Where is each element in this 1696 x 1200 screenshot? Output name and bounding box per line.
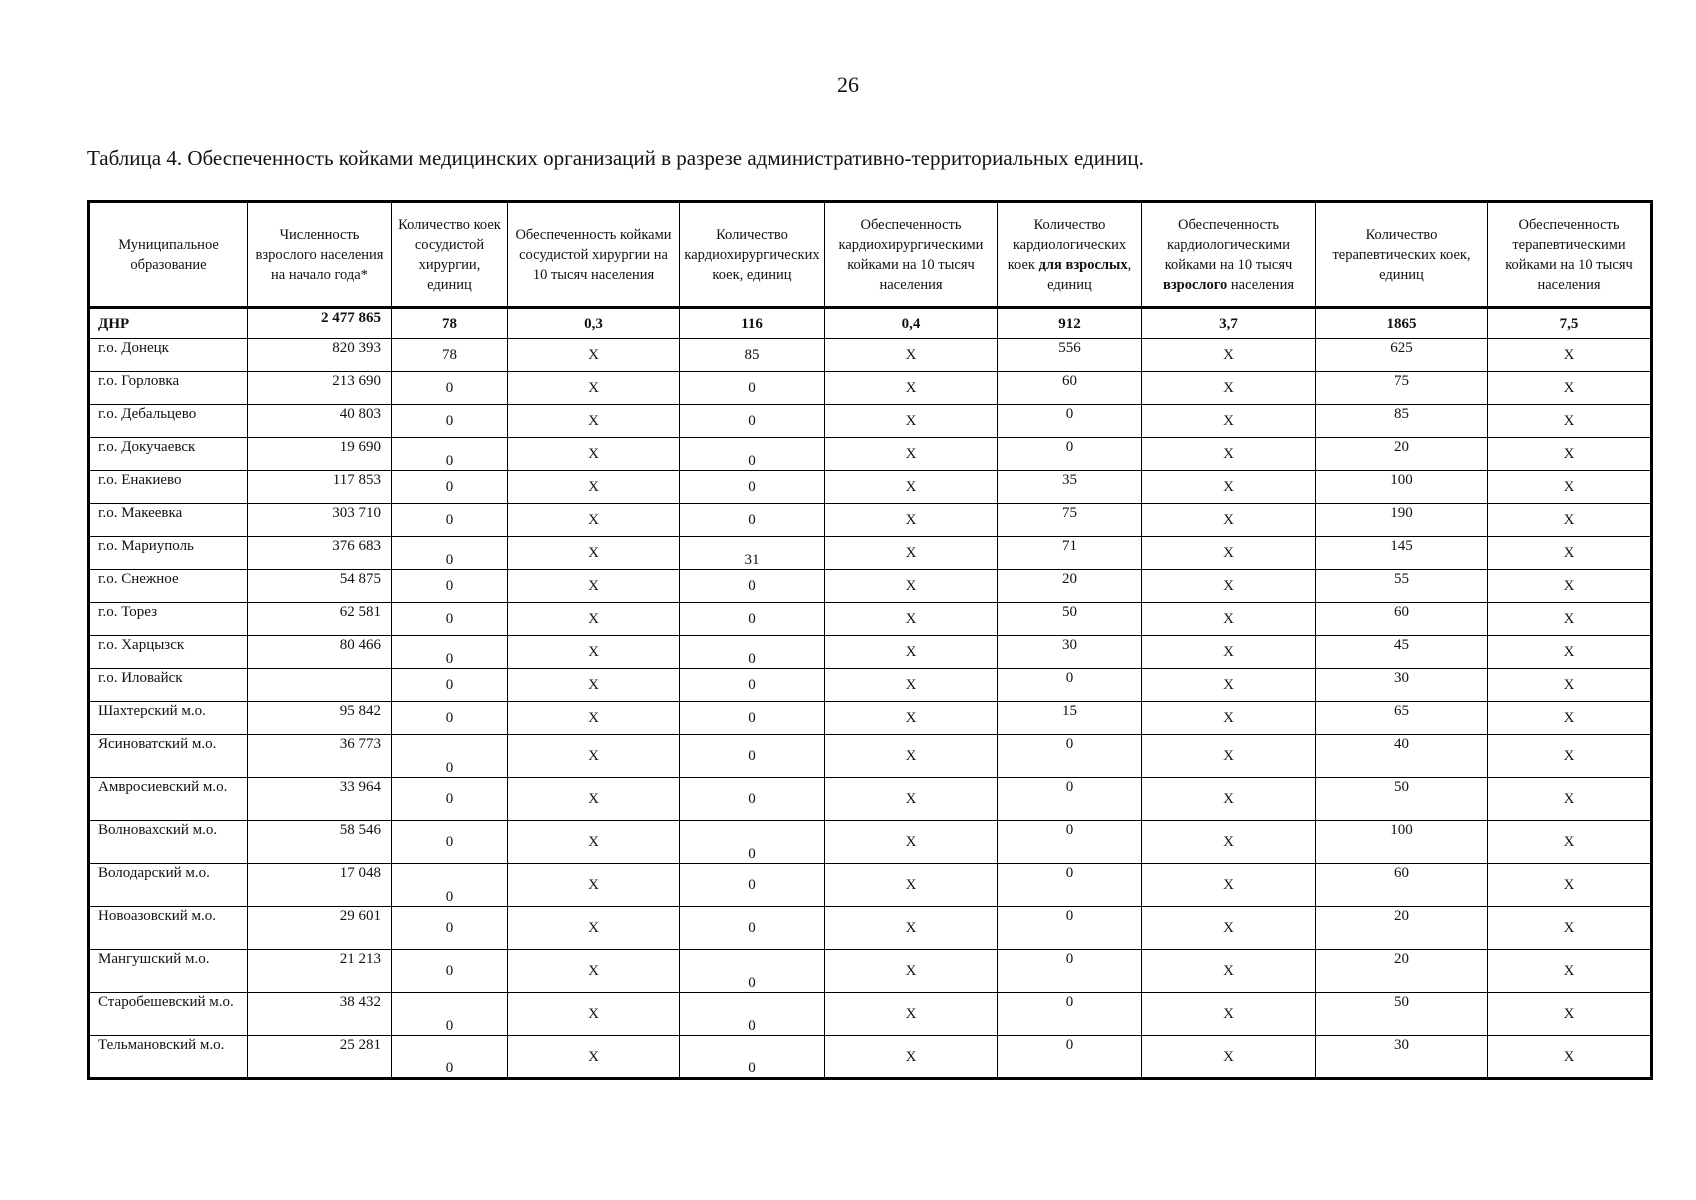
cell-value: 556 bbox=[998, 339, 1142, 372]
cell-value: X bbox=[508, 950, 680, 993]
cell-value: 0 bbox=[998, 735, 1142, 778]
cell-value: X bbox=[508, 471, 680, 504]
cell-value: X bbox=[825, 993, 998, 1036]
cell-value: X bbox=[508, 438, 680, 471]
total-row bbox=[89, 308, 1652, 339]
cell-population: 19 690 bbox=[248, 438, 392, 471]
column-header: Обеспеченность кардиологическими койками на 10 тысяч взрослого населения bbox=[1142, 202, 1316, 308]
cell-value: X bbox=[825, 636, 998, 669]
cell-value: X bbox=[1142, 603, 1316, 636]
column-header: Количество коек сосудистой хирургии, единиц bbox=[392, 202, 508, 308]
cell-value: X bbox=[825, 907, 998, 950]
cell-value: 0 bbox=[680, 864, 825, 907]
cell-value: 0 bbox=[392, 471, 508, 504]
cell-value: 0 bbox=[998, 438, 1142, 471]
cell-value: X bbox=[825, 570, 998, 603]
cell-value: 75 bbox=[1316, 372, 1488, 405]
cell-value: 0 bbox=[680, 636, 825, 669]
cell-population: 33 964 bbox=[248, 778, 392, 821]
cell-value: 0 bbox=[680, 372, 825, 405]
table-row bbox=[89, 339, 1652, 372]
column-header: Численность взрослого населения на начало года* bbox=[248, 202, 392, 308]
cell-value: X bbox=[825, 778, 998, 821]
cell-value: 0 bbox=[392, 372, 508, 405]
cell-municipality: Мангушский м.о. bbox=[89, 950, 248, 993]
cell-value: X bbox=[1142, 504, 1316, 537]
cell-municipality: г.о. Горловка bbox=[89, 372, 248, 405]
cell-value: 0 bbox=[392, 438, 508, 471]
cell-value: X bbox=[1488, 504, 1652, 537]
cell-value: 0 bbox=[392, 669, 508, 702]
cell-municipality: г.о. Торез bbox=[89, 603, 248, 636]
cell-value: X bbox=[508, 339, 680, 372]
cell-value: 40 bbox=[1316, 735, 1488, 778]
cell-value: X bbox=[1142, 372, 1316, 405]
cell-population: 303 710 bbox=[248, 504, 392, 537]
cell-value: X bbox=[1488, 950, 1652, 993]
cell-value: 0 bbox=[680, 471, 825, 504]
cell-value: 20 bbox=[1316, 950, 1488, 993]
beds-table bbox=[87, 200, 1653, 1080]
cell-value: X bbox=[1488, 864, 1652, 907]
cell-value: 116 bbox=[680, 308, 825, 339]
cell-value: 0 bbox=[998, 778, 1142, 821]
cell-value: 65 bbox=[1316, 702, 1488, 735]
cell-value: 145 bbox=[1316, 537, 1488, 570]
cell-population: 117 853 bbox=[248, 471, 392, 504]
cell-value: 0 bbox=[680, 702, 825, 735]
cell-value: X bbox=[1142, 471, 1316, 504]
cell-value: 0 bbox=[392, 864, 508, 907]
cell-municipality: г.о. Мариуполь bbox=[89, 537, 248, 570]
cell-municipality: г.о. Дебальцево bbox=[89, 405, 248, 438]
cell-value: X bbox=[1142, 907, 1316, 950]
table-row bbox=[89, 702, 1652, 735]
cell-value: X bbox=[825, 504, 998, 537]
cell-value: X bbox=[1142, 537, 1316, 570]
cell-value: X bbox=[825, 735, 998, 778]
cell-value: X bbox=[825, 438, 998, 471]
table-row bbox=[89, 669, 1652, 702]
cell-value: 0 bbox=[392, 537, 508, 570]
cell-value: 0 bbox=[392, 821, 508, 864]
cell-population: 95 842 bbox=[248, 702, 392, 735]
table-row bbox=[89, 778, 1652, 821]
cell-value: 0 bbox=[680, 603, 825, 636]
cell-value: X bbox=[825, 950, 998, 993]
cell-value: 0 bbox=[998, 405, 1142, 438]
cell-value: X bbox=[1488, 636, 1652, 669]
cell-value: 20 bbox=[998, 570, 1142, 603]
cell-value: 7,5 bbox=[1488, 308, 1652, 339]
cell-value: 30 bbox=[1316, 1036, 1488, 1079]
cell-value: X bbox=[508, 372, 680, 405]
table-caption: Таблица 4. Обеспеченность койками медицинских организаций в разрезе административно-территориальных единиц. bbox=[87, 146, 1144, 170]
table-row bbox=[89, 471, 1652, 504]
cell-value: 15 bbox=[998, 702, 1142, 735]
cell-value: 50 bbox=[998, 603, 1142, 636]
cell-value: 3,7 bbox=[1142, 308, 1316, 339]
table-row bbox=[89, 1036, 1652, 1079]
cell-municipality: Шахтерский м.о. bbox=[89, 702, 248, 735]
cell-value: X bbox=[1488, 603, 1652, 636]
cell-value: 0 bbox=[392, 603, 508, 636]
cell-value: 0 bbox=[998, 993, 1142, 1036]
cell-value: 0 bbox=[392, 1036, 508, 1079]
cell-value: X bbox=[1142, 438, 1316, 471]
cell-municipality: Новоазовский м.о. bbox=[89, 907, 248, 950]
cell-value: 0 bbox=[392, 636, 508, 669]
cell-value: X bbox=[1488, 907, 1652, 950]
cell-value: 0 bbox=[998, 821, 1142, 864]
cell-value: 0 bbox=[680, 735, 825, 778]
table-header-row bbox=[89, 202, 1652, 308]
cell-value: X bbox=[508, 570, 680, 603]
cell-value: 0 bbox=[680, 950, 825, 993]
cell-value: 100 bbox=[1316, 471, 1488, 504]
cell-value: 60 bbox=[1316, 603, 1488, 636]
cell-value: 625 bbox=[1316, 339, 1488, 372]
cell-population: 80 466 bbox=[248, 636, 392, 669]
table-row bbox=[89, 821, 1652, 864]
column-header: Муниципальное образование bbox=[89, 202, 248, 308]
cell-value: X bbox=[1488, 993, 1652, 1036]
table-row bbox=[89, 372, 1652, 405]
cell-value: 30 bbox=[1316, 669, 1488, 702]
cell-value: X bbox=[1142, 821, 1316, 864]
cell-value: 0 bbox=[998, 1036, 1142, 1079]
cell-value: 190 bbox=[1316, 504, 1488, 537]
cell-value: X bbox=[508, 907, 680, 950]
cell-value: 20 bbox=[1316, 907, 1488, 950]
table-row bbox=[89, 735, 1652, 778]
cell-population: 25 281 bbox=[248, 1036, 392, 1079]
table-row bbox=[89, 537, 1652, 570]
cell-municipality: Волновахский м.о. bbox=[89, 821, 248, 864]
cell-value: X bbox=[1142, 735, 1316, 778]
cell-value: X bbox=[1488, 778, 1652, 821]
cell-value: 78 bbox=[392, 339, 508, 372]
cell-value: 0 bbox=[680, 669, 825, 702]
column-header: Количество терапевтических коек, единиц bbox=[1316, 202, 1488, 308]
cell-municipality: г.о. Харцызск bbox=[89, 636, 248, 669]
cell-value: X bbox=[1142, 778, 1316, 821]
cell-value: 0 bbox=[392, 993, 508, 1036]
cell-population: 17 048 bbox=[248, 864, 392, 907]
cell-value: 1865 bbox=[1316, 308, 1488, 339]
cell-value: 100 bbox=[1316, 821, 1488, 864]
cell-value: 0 bbox=[392, 702, 508, 735]
cell-value: 0 bbox=[392, 570, 508, 603]
cell-value: X bbox=[508, 603, 680, 636]
cell-value: X bbox=[508, 735, 680, 778]
column-header: Обеспеченность терапевтическими койками на 10 тысяч населения bbox=[1488, 202, 1652, 308]
cell-value: X bbox=[1142, 570, 1316, 603]
cell-value: X bbox=[508, 702, 680, 735]
column-header: Количество кардиологических коек для взрослых, единиц bbox=[998, 202, 1142, 308]
cell-population bbox=[248, 669, 392, 702]
cell-value: X bbox=[508, 636, 680, 669]
cell-value: X bbox=[1142, 339, 1316, 372]
cell-value: X bbox=[825, 864, 998, 907]
cell-value: 45 bbox=[1316, 636, 1488, 669]
cell-municipality: Тельмановский м.о. bbox=[89, 1036, 248, 1079]
cell-value: 0 bbox=[680, 907, 825, 950]
cell-value: 0 bbox=[680, 993, 825, 1036]
cell-value: 0 bbox=[680, 405, 825, 438]
cell-value: X bbox=[825, 669, 998, 702]
cell-value: X bbox=[508, 778, 680, 821]
cell-value: X bbox=[825, 702, 998, 735]
cell-municipality: ДНР bbox=[89, 308, 248, 339]
cell-value: 50 bbox=[1316, 993, 1488, 1036]
table-row bbox=[89, 603, 1652, 636]
cell-value: 0 bbox=[998, 864, 1142, 907]
cell-value: X bbox=[508, 821, 680, 864]
cell-municipality: г.о. Докучаевск bbox=[89, 438, 248, 471]
cell-value: X bbox=[825, 372, 998, 405]
cell-value: 0 bbox=[680, 438, 825, 471]
cell-population: 54 875 bbox=[248, 570, 392, 603]
cell-population: 21 213 bbox=[248, 950, 392, 993]
table-row bbox=[89, 438, 1652, 471]
cell-value: 50 bbox=[1316, 778, 1488, 821]
cell-population: 29 601 bbox=[248, 907, 392, 950]
table-row bbox=[89, 636, 1652, 669]
cell-population: 213 690 bbox=[248, 372, 392, 405]
cell-value: 0,4 bbox=[825, 308, 998, 339]
cell-value: X bbox=[508, 537, 680, 570]
cell-value: X bbox=[1488, 471, 1652, 504]
table-row bbox=[89, 405, 1652, 438]
cell-value: X bbox=[1142, 702, 1316, 735]
cell-value: 60 bbox=[1316, 864, 1488, 907]
table-row bbox=[89, 504, 1652, 537]
cell-population: 376 683 bbox=[248, 537, 392, 570]
cell-value: 60 bbox=[998, 372, 1142, 405]
cell-value: X bbox=[508, 504, 680, 537]
cell-municipality: г.о. Енакиево bbox=[89, 471, 248, 504]
column-header: Обеспеченность кардиохирургическими койками на 10 тысяч населения bbox=[825, 202, 998, 308]
cell-value: 71 bbox=[998, 537, 1142, 570]
cell-value: X bbox=[1488, 438, 1652, 471]
cell-population: 36 773 bbox=[248, 735, 392, 778]
cell-value: 0 bbox=[998, 950, 1142, 993]
cell-value: 0 bbox=[680, 778, 825, 821]
cell-value: X bbox=[1142, 636, 1316, 669]
cell-value: X bbox=[1142, 669, 1316, 702]
cell-value: 20 bbox=[1316, 438, 1488, 471]
table-row bbox=[89, 864, 1652, 907]
cell-value: X bbox=[825, 405, 998, 438]
cell-value: X bbox=[1488, 1036, 1652, 1079]
cell-value: 75 bbox=[998, 504, 1142, 537]
cell-value: X bbox=[825, 537, 998, 570]
cell-municipality: г.о. Иловайск bbox=[89, 669, 248, 702]
cell-value: X bbox=[1142, 993, 1316, 1036]
cell-population: 40 803 bbox=[248, 405, 392, 438]
cell-value: X bbox=[1488, 735, 1652, 778]
cell-value: 0 bbox=[998, 669, 1142, 702]
cell-value: 30 bbox=[998, 636, 1142, 669]
cell-municipality: г.о. Снежное bbox=[89, 570, 248, 603]
cell-value: X bbox=[1488, 339, 1652, 372]
table-body bbox=[89, 308, 1652, 1079]
cell-municipality: Володарский м.о. bbox=[89, 864, 248, 907]
cell-population: 2 477 865 bbox=[248, 308, 392, 339]
cell-value: X bbox=[825, 339, 998, 372]
cell-value: X bbox=[825, 1036, 998, 1079]
cell-value: X bbox=[1488, 669, 1652, 702]
cell-value: X bbox=[825, 821, 998, 864]
cell-value: 85 bbox=[1316, 405, 1488, 438]
cell-value: 35 bbox=[998, 471, 1142, 504]
cell-value: X bbox=[1488, 821, 1652, 864]
cell-value: X bbox=[1488, 405, 1652, 438]
cell-municipality: Старобешевский м.о. bbox=[89, 993, 248, 1036]
column-header: Количество кардиохирургических коек, единиц bbox=[680, 202, 825, 308]
cell-value: X bbox=[1142, 950, 1316, 993]
table-row bbox=[89, 907, 1652, 950]
cell-value: X bbox=[1488, 537, 1652, 570]
cell-value: 0 bbox=[392, 907, 508, 950]
cell-value: 0 bbox=[998, 907, 1142, 950]
cell-value: 85 bbox=[680, 339, 825, 372]
cell-value: 0 bbox=[392, 735, 508, 778]
cell-municipality: Ясиноватский м.о. bbox=[89, 735, 248, 778]
cell-value: X bbox=[508, 1036, 680, 1079]
cell-value: 0 bbox=[680, 821, 825, 864]
cell-population: 820 393 bbox=[248, 339, 392, 372]
cell-value: 55 bbox=[1316, 570, 1488, 603]
table-row bbox=[89, 950, 1652, 993]
cell-value: X bbox=[508, 669, 680, 702]
cell-value: X bbox=[825, 471, 998, 504]
cell-population: 62 581 bbox=[248, 603, 392, 636]
cell-municipality: г.о. Макеевка bbox=[89, 504, 248, 537]
cell-municipality: Амвросиевский м.о. bbox=[89, 778, 248, 821]
cell-value: X bbox=[1488, 570, 1652, 603]
cell-value: 0 bbox=[392, 778, 508, 821]
column-header: Обеспеченность койками сосудистой хирургии на 10 тысяч населения bbox=[508, 202, 680, 308]
cell-value: 78 bbox=[392, 308, 508, 339]
table-row bbox=[89, 993, 1652, 1036]
cell-value: 0,3 bbox=[508, 308, 680, 339]
cell-value: 0 bbox=[392, 950, 508, 993]
cell-value: X bbox=[1488, 702, 1652, 735]
cell-value: X bbox=[1142, 864, 1316, 907]
cell-municipality: г.о. Донецк bbox=[89, 339, 248, 372]
page-number: 26 bbox=[837, 72, 859, 97]
cell-value: X bbox=[508, 864, 680, 907]
cell-value: 912 bbox=[998, 308, 1142, 339]
cell-value: 0 bbox=[680, 504, 825, 537]
cell-value: 0 bbox=[392, 405, 508, 438]
cell-population: 38 432 bbox=[248, 993, 392, 1036]
cell-value: 0 bbox=[392, 504, 508, 537]
cell-value: X bbox=[508, 993, 680, 1036]
cell-value: 0 bbox=[680, 1036, 825, 1079]
table-row bbox=[89, 570, 1652, 603]
cell-population: 58 546 bbox=[248, 821, 392, 864]
cell-value: X bbox=[508, 405, 680, 438]
cell-value: 31 bbox=[680, 537, 825, 570]
cell-value: X bbox=[825, 603, 998, 636]
cell-value: 0 bbox=[680, 570, 825, 603]
cell-value: X bbox=[1142, 405, 1316, 438]
cell-value: X bbox=[1488, 372, 1652, 405]
cell-value: X bbox=[1142, 1036, 1316, 1079]
